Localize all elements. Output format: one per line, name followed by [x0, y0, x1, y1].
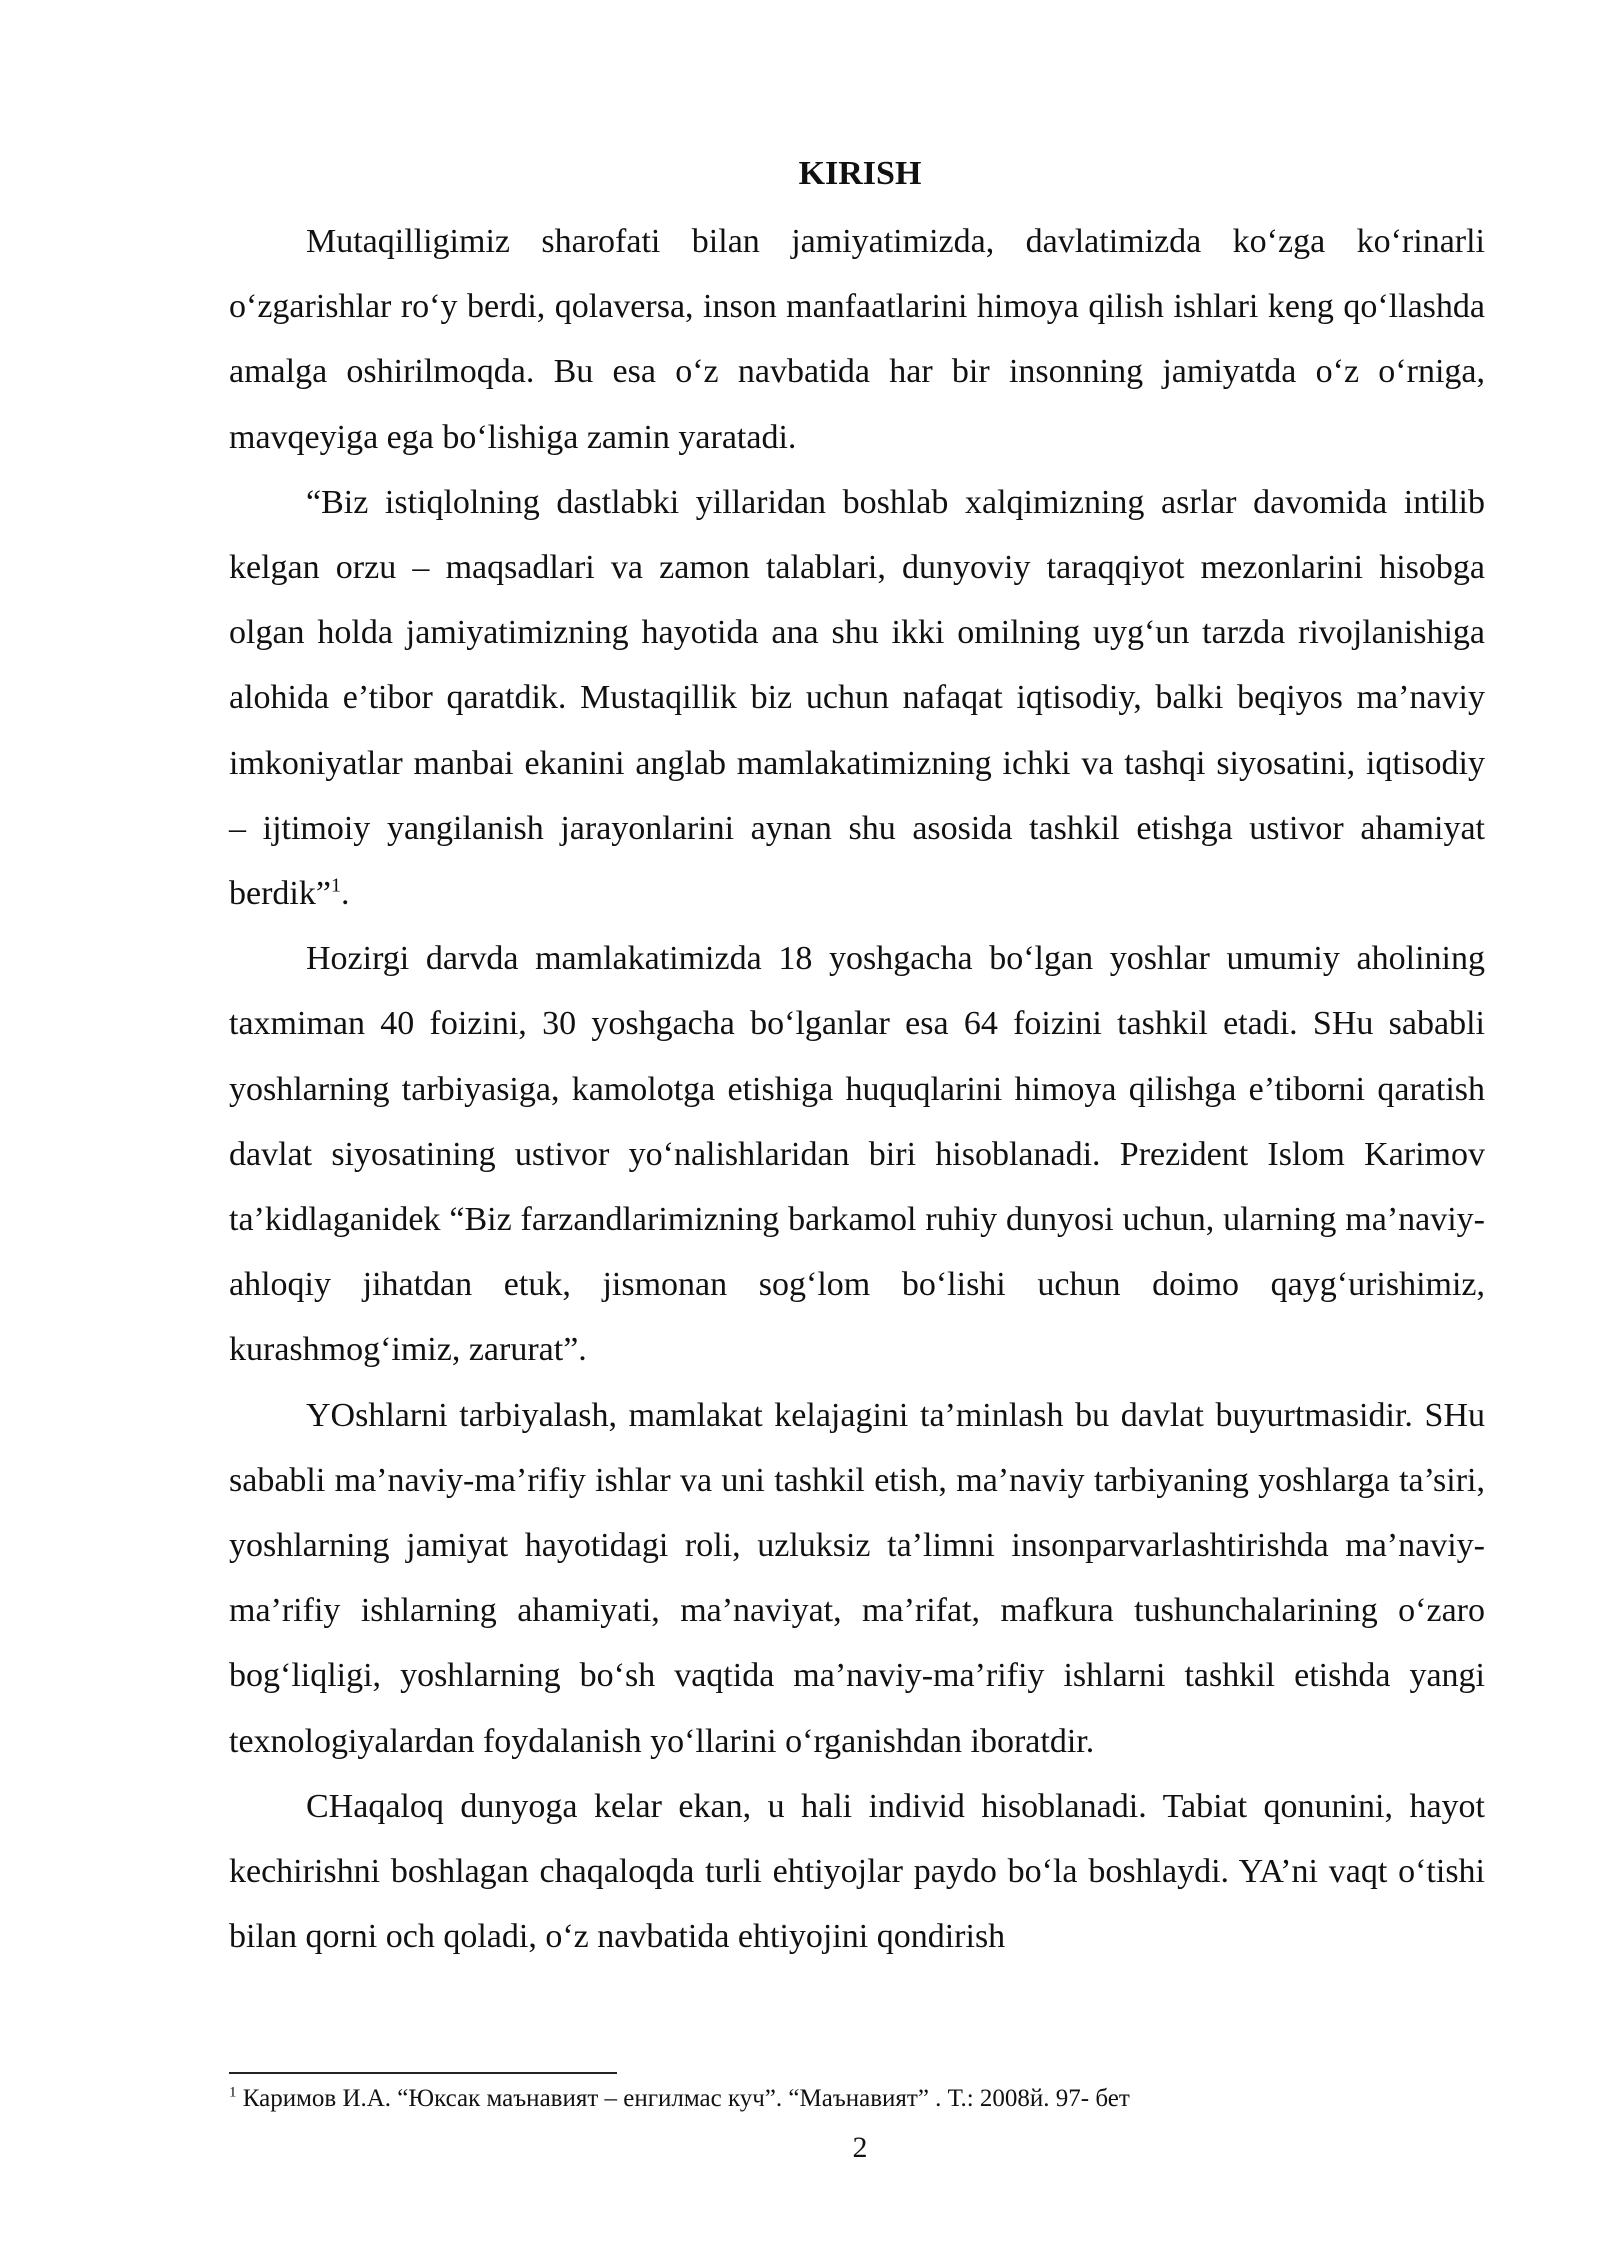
body-text	[229, 209, 1485, 1969]
paragraph-1: Mutaqilligimiz sharofati bilan jamiyatimizda, davlatimizda ko‘zga ko‘rinarli o‘zgarishlar ro‘y berdi, qolaversa, inson manfaatlarini himoya qilish ishlari keng qo‘llashda amalga oshirilmoqda. Bu esa o‘z navbatida har bir insonning jamiyatda o‘z o‘rniga, mavqeyiga ega bo‘lishiga zamin yaratadi.	[229, 223, 1485, 456]
footnote	[229, 2080, 1485, 2118]
paragraph-2	[229, 470, 1485, 926]
page-title: KIRISH	[798, 155, 922, 192]
page-number: 2	[852, 2131, 868, 2164]
paragraph-4: YOshlarni tarbiyalash, mamlakat kelajagini ta’minlash bu davlat buyurtmasidir. SHu sababli ma’naviy-ma’rifiy ishlar va uni tashkil etish, ma’naviy tarbiyaning yoshlarga ta’siri, yoshlarning jamiyat hayotidagi roli, uzluksiz ta’limni insonparvarlashtirishda ma’naviy-ma’rifiy ishlarning ahamiyati, ma’naviyat, ma’rifat, mafkura tushunchalarining o‘zaro bog‘liqligi, yoshlarning bo‘sh vaqtida ma’naviy-ma’rifiy ishlarni tashkil etishda yangi texnologiyalardan foydalanish yo‘llarini o‘rganishdan iboratdir.	[229, 1396, 1485, 1760]
paragraph-5: CHaqaloq dunyoga kelar ekan, u hali individ hisoblanadi. Tabiat qonunini, hayot kechirishni boshlagan chaqaloqda turli ehtiyojlar paydo bo‘la boshlaydi. YA’ni vaqt o‘tishi bilan qorni och qoladi, o‘z navbatida ehtiyojini qondirish	[229, 1787, 1485, 1956]
footnote-reference[interactable]: 1	[330, 874, 341, 897]
footnote-text: Каримов И.А. “Юксак маънавият – енгилмас куч”. “Маънавият” . Т.: 2008й. 97- бет	[236, 2085, 1130, 2112]
footnote-marker: 1	[229, 2084, 237, 2101]
paragraph-3: Hozirgi darvda mamlakatimizda 18 yoshgacha bo‘lgan yoshlar umumiy aholining taxmiman 40 foizini, 30 yoshgacha bo‘lganlar esa 64 foizini tashkil etadi. SHu sababli yoshlarning tarbiyasiga, kamolotga etishiga huquqlarini himoya qilishga e’tiborni qaratish davlat siyosatining ustivor yo‘nalishlaridan biri hisoblanadi. Prezident Islom Karimov ta’kidlaganidek “Biz farzandlarimizning barkamol ruhiy dunyosi uchun, ularning ma’naviy-ahloqiy jihatdan etuk, jismonan sog‘lom bo‘lishi uchun doimo qayg‘urishimiz, kurashmog‘imiz, zarurat”.	[229, 940, 1485, 1369]
paragraph-2-text: “Biz istiqlolning dastlabki yillaridan boshlab xalqimizning asrlar davomida intilib kelgan orzu – maqsadlari va zamon talablari, dunyoviy taraqqiyot mezonlarini hisobga olgan holda jamiyatimizning hayotida ana shu ikki omilning uyg‘un tarzda rivojlanishiga alohida e’tibor qaratdik. Mustaqillik biz uchun nafaqat iqtisodiy, balki beqiyos ma’naviy imkoniyatlar manbai ekanini anglab mamlakatimizning ichki va tashqi siyosatini, iqtisodiy – ijtimoiy yangilanish jarayonlarini aynan shu asosida tashkil etishga ustivor ahamiyat berdik”	[229, 483, 1485, 913]
paragraph-2-tail: .	[340, 875, 350, 913]
footnote-divider	[229, 2072, 617, 2074]
